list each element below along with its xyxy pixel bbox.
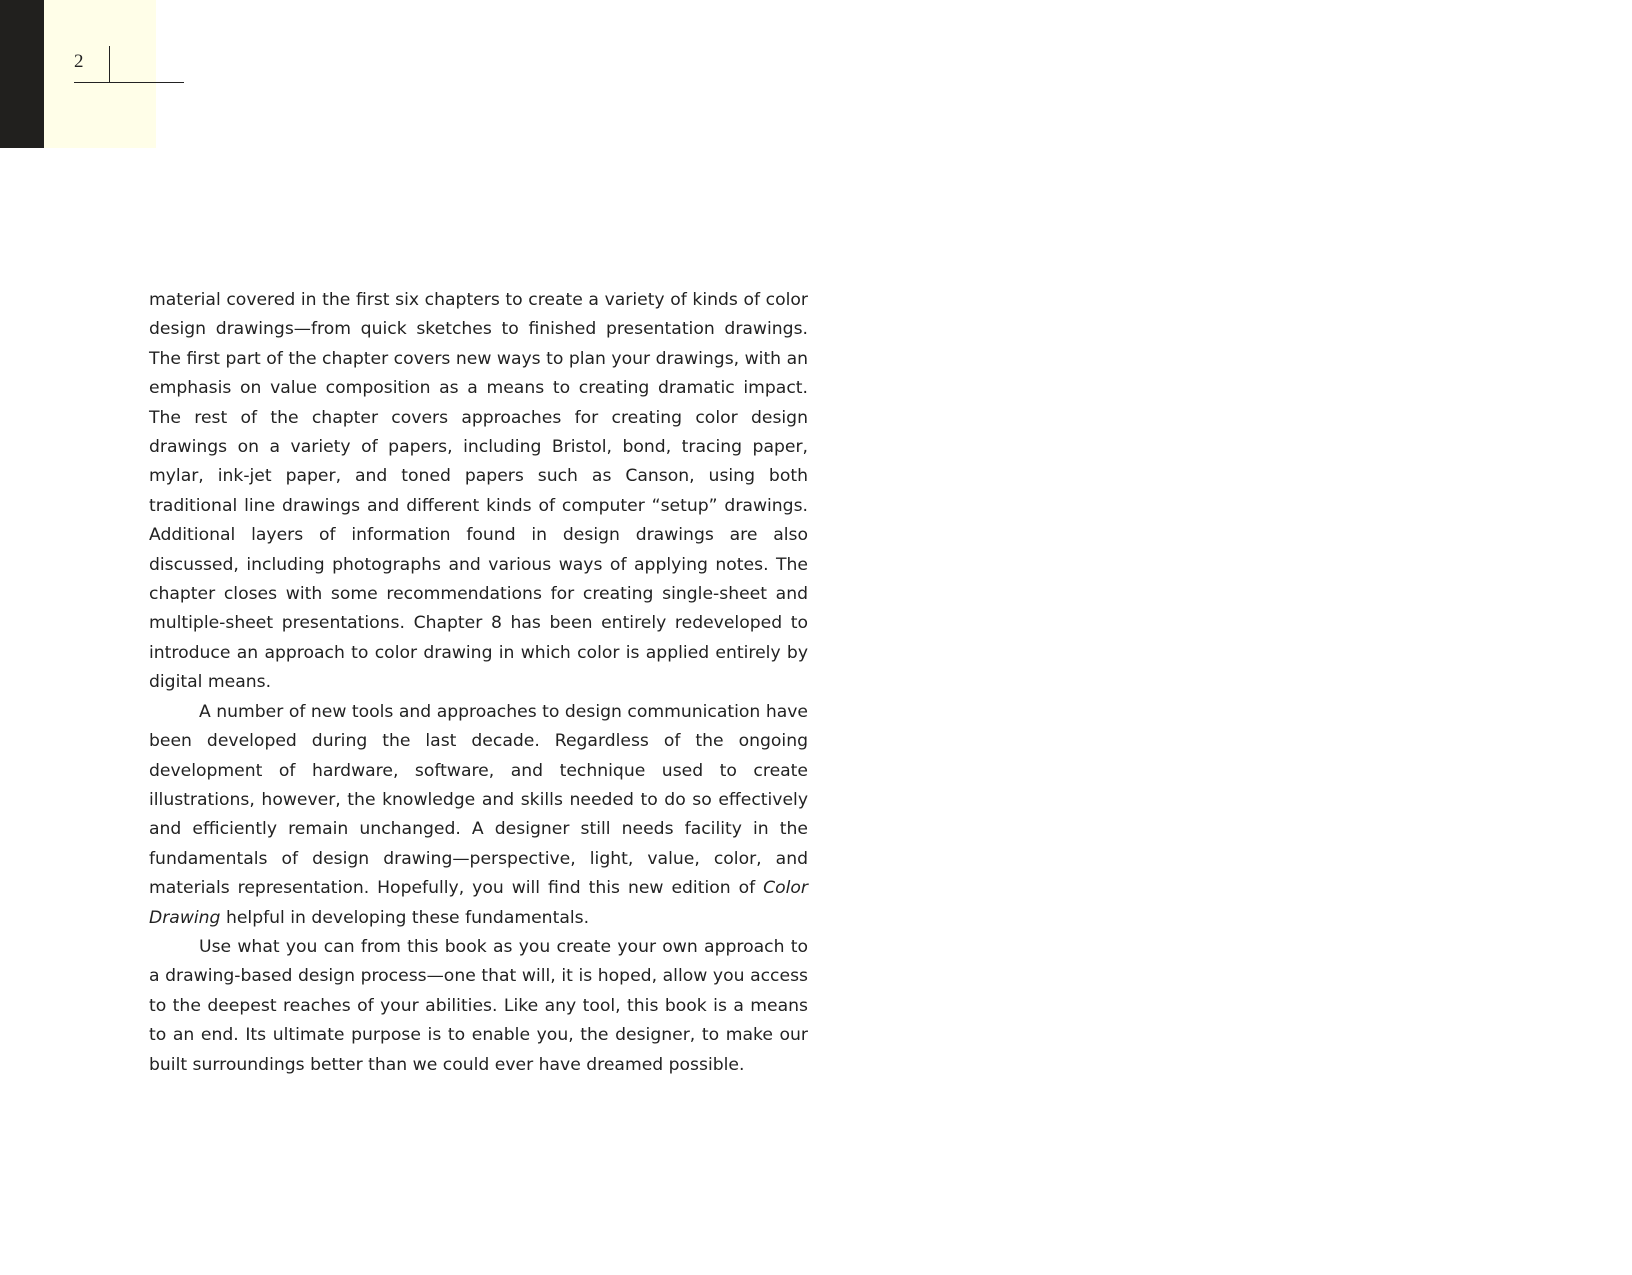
header-rule-vertical bbox=[109, 46, 110, 82]
book-title: Color Drawing bbox=[149, 878, 808, 928]
paragraph-1: material covered in the first six chapters to create a variety of kinds of color design drawings—from quick sketches to finished presentation drawings. The first part of the chapter covers new ways to plan your drawings, with an emphasis on value composition as a means to creating dramatic impact. The rest of the chapter covers approaches for creating color design drawings on a variety of papers, including Bristol, bond, tracing paper, mylar, ink-jet paper, and toned papers such as Canson, using both traditional line drawings and different kinds of computer “setup” drawings. Additional layers of information found in design drawings are also discussed, including photographs and various ways of applying notes. The chapter closes with some recommendations for creating single-sheet and multiple-sheet presentations. Chapter 8 has been entirely redeveloped to introduce an approach to color drawing in which color is applied entirely by digital means. bbox=[149, 290, 808, 693]
paragraph-2-text-end: helpful in developing these fundamentals. bbox=[220, 907, 590, 928]
paragraph-2-text: A number of new tools and approaches to design communication have been developed during the last decade. Regardless of the ongoing development of hardware, software, and technique used to create illustrations, however, the knowledge and skills needed to do so effectively and efficiently remain unchanged. A designer still needs facility in the fundamentals of design drawing—perspective, light, value, color, and materials representation. Hopefully, you will find this new edition of bbox=[149, 701, 808, 899]
header-rule-horizontal bbox=[74, 82, 184, 83]
paragraph-2 bbox=[149, 698, 808, 933]
paragraph-3: Use what you can from this book as you create your own approach to a drawing-based design process—one that will, it is hoped, allow you access to the deepest reaches of your abilities. Like any tool, this book is a means to an end. Its ultimate purpose is to enable you, the designer, to make our built surroundings better than we could ever have dreamed possible. bbox=[149, 936, 808, 1075]
body-text bbox=[149, 286, 808, 1080]
page-number: 2 bbox=[74, 51, 84, 72]
header-block bbox=[44, 0, 156, 148]
edge-tab bbox=[0, 0, 44, 148]
